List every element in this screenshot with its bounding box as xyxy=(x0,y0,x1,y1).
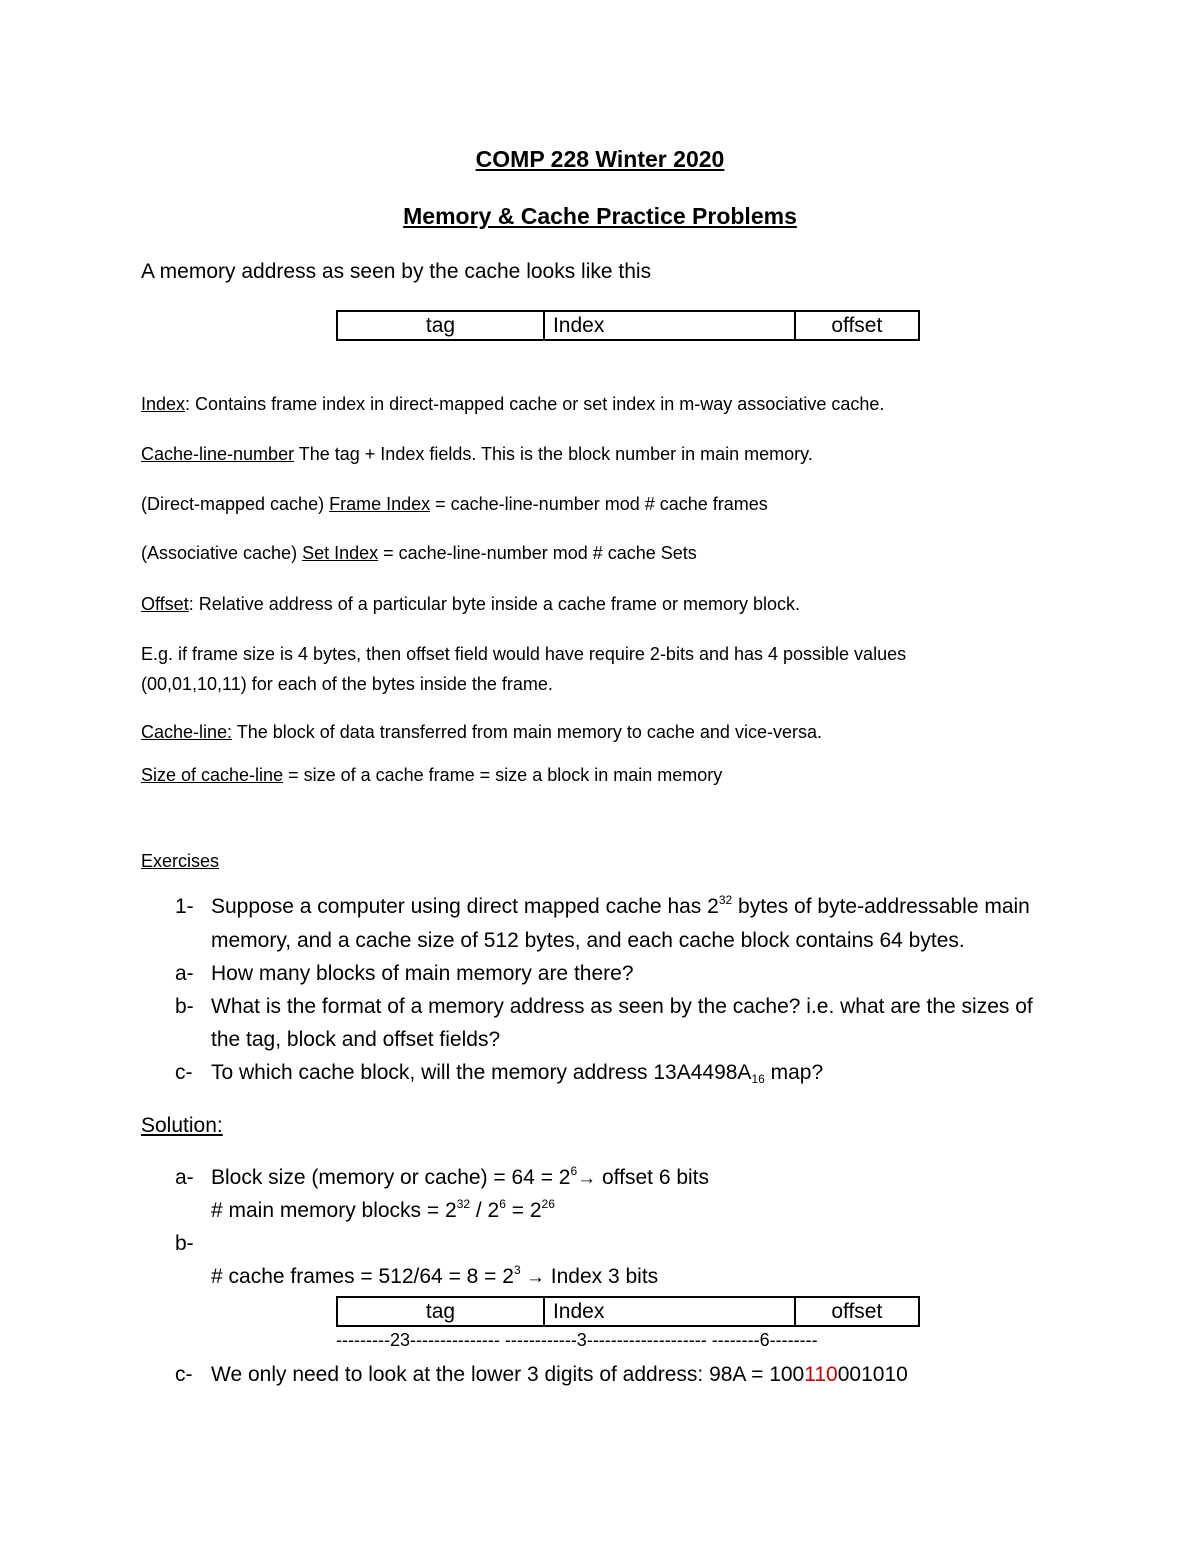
tag-field: tag xyxy=(337,311,544,340)
solution-a-line-2 xyxy=(211,1199,555,1223)
text: bytes of byte-addressable main xyxy=(732,895,1030,918)
definition-index xyxy=(141,394,884,415)
text: map? xyxy=(764,1061,824,1084)
text: How many blocks of main memory are there? xyxy=(211,962,634,985)
term: Offset xyxy=(141,594,189,614)
term: Index xyxy=(141,394,186,414)
offset-field: offset xyxy=(795,1297,919,1326)
sup: 26 xyxy=(541,1197,555,1211)
label: a- xyxy=(175,962,194,985)
sup: 6 xyxy=(499,1197,506,1211)
question-1 xyxy=(175,895,1030,919)
text: To which cache block, will the memory address 13A4498A xyxy=(211,1061,752,1084)
term: Frame Index xyxy=(329,494,431,514)
text: Block size (memory or cache) = 64 = 2 xyxy=(211,1166,571,1189)
tag-field: tag xyxy=(337,1297,544,1326)
solution-address-format-table xyxy=(336,1296,920,1327)
index-field: Index xyxy=(544,311,795,340)
text: offset 6 bits xyxy=(596,1166,710,1189)
definition-set-index xyxy=(141,543,697,564)
text: = 2 xyxy=(505,1199,542,1222)
prefix: (Direct-mapped cache) xyxy=(141,494,330,514)
solution-c-line xyxy=(175,1363,908,1387)
page-subtitle: Memory & Cache Practice Problems xyxy=(403,203,797,229)
question-b xyxy=(175,995,1033,1019)
text: # cache frames = 512/64 = 8 = 2 xyxy=(211,1265,514,1288)
solution-b-label: b- xyxy=(175,1232,194,1255)
text: # main memory blocks = 2 xyxy=(211,1199,457,1222)
text: The block of data transferred from main memory to cache and vice-versa. xyxy=(232,722,822,742)
solution-b-line-1 xyxy=(211,1265,658,1289)
prefix: (Associative cache) xyxy=(141,543,303,563)
index-field: Index xyxy=(544,1297,795,1326)
label: b- xyxy=(175,995,194,1018)
text: 001010 xyxy=(837,1363,908,1386)
term: Set Index xyxy=(302,543,379,563)
sub: 16 xyxy=(751,1072,765,1086)
definition-size-cache-line xyxy=(141,765,722,786)
text: : Relative address of a particular byte inside a cache frame or memory block. xyxy=(188,594,800,614)
field-size-dash-line: ---------23--------------- ------------3-------------------- --------6-------- xyxy=(336,1330,818,1350)
label: a- xyxy=(175,1166,194,1189)
question-b-line-2: the tag, block and offset fields? xyxy=(211,1028,501,1051)
text: : Contains frame index in direct-mapped cache or set index in m-way associative cache. xyxy=(185,394,885,414)
arrow-right-icon: → xyxy=(577,1168,597,1189)
intro-text: A memory address as seen by the cache looks like this xyxy=(141,260,652,283)
text: = size of a cache frame = size a block in main memory xyxy=(283,765,723,785)
term: Cache-line: xyxy=(141,722,233,742)
text: / 2 xyxy=(470,1199,500,1222)
solution-heading: Solution: xyxy=(141,1114,223,1137)
sup: 3 xyxy=(513,1263,521,1277)
term: Cache-line-number xyxy=(141,444,295,464)
text: Suppose a computer using direct mapped cache has 2 xyxy=(211,895,719,918)
label: c- xyxy=(175,1363,193,1386)
question-a xyxy=(175,962,634,986)
arrow-right-icon: → xyxy=(520,1267,545,1288)
exercises-heading: Exercises xyxy=(141,851,220,871)
highlighted-index-bits: 110 xyxy=(804,1363,838,1386)
text: = cache-line-number mod # cache frames xyxy=(430,494,768,514)
term: Size of cache-line xyxy=(141,765,284,785)
label: c- xyxy=(175,1061,193,1084)
text: = cache-line-number mod # cache Sets xyxy=(378,543,697,563)
example-line-1: E.g. if frame size is 4 bytes, then offset field would have require 2-bits and has 4 possible values xyxy=(141,644,907,664)
offset-field: offset xyxy=(795,311,919,340)
example-line-2: (00,01,10,11) for each of the bytes inside the frame. xyxy=(141,674,553,694)
sup: 6 xyxy=(570,1164,578,1178)
definition-cache-line xyxy=(141,722,822,743)
sup: 32 xyxy=(718,893,733,907)
text: The tag + Index fields. This is the block number in main memory. xyxy=(294,444,813,464)
text: We only need to look at the lower 3 digits of address: 98A = 100 xyxy=(211,1363,805,1386)
text: What is the format of a memory address as seen by the cache? i.e. what are the sizes of xyxy=(211,995,1033,1018)
question-c xyxy=(175,1061,823,1085)
sup: 32 xyxy=(456,1197,471,1211)
definition-frame-index xyxy=(141,494,768,515)
question-1-line-2: memory, and a cache size of 512 bytes, and each cache block contains 64 bytes. xyxy=(211,929,965,952)
definition-cache-line-number xyxy=(141,444,813,465)
solution-a-line-1 xyxy=(175,1166,709,1190)
text: Index 3 bits xyxy=(544,1265,659,1288)
label: 1- xyxy=(175,895,194,918)
definition-offset xyxy=(141,594,800,615)
page-title: COMP 228 Winter 2020 xyxy=(475,146,725,172)
address-format-table xyxy=(336,310,920,341)
